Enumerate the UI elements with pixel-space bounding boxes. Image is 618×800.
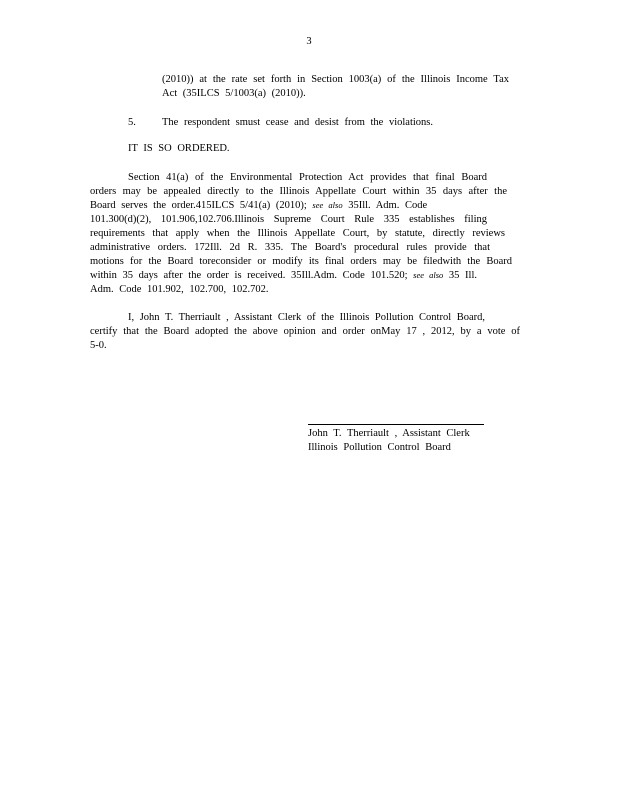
appeal-line: requirements that apply when the Illinois Appellate Court, by statute, directly reviews: [90, 228, 505, 239]
signatory-name: John T. Therriault , Assistant Clerk: [308, 428, 470, 439]
paragraph-continuation-line-2: Act (35ILCS 5/1003(a) (2010)).: [162, 88, 306, 99]
so-ordered: IT IS SO ORDERED.: [128, 143, 230, 154]
appeal-line: [90, 199, 427, 212]
appeal-line: administrative orders. 172Ill. 2d R. 335. The Board's procedural rules provide that: [90, 242, 490, 253]
appeal-citation-signal: see also: [312, 200, 343, 210]
signature-line: [308, 424, 484, 425]
appeal-line: 101.300(d)(2), 101.906,102.706.Illinois Supreme Court Rule 335 establishes filing: [90, 214, 487, 225]
certification-line: certify that the Board adopted the above opinion and order onMay 17 , 2012, by a vote of: [90, 326, 520, 337]
appeal-citation-signal: see also: [413, 270, 444, 280]
certification-line: I, John T. Therriault , Assistant Clerk of the Illinois Pollution Control Board,: [128, 312, 485, 323]
appeal-line: orders may be appealed directly to the Illinois Appellate Court within 35 days after the: [90, 186, 507, 197]
page-number: 3: [306, 36, 312, 47]
appeal-text: 35Ill. Adm. Code: [348, 200, 428, 211]
certification-line: 5-0.: [90, 340, 107, 351]
paragraph-continuation-line-1: (2010)) at the rate set forth in Section 1003(a) of the Illinois Income Tax: [162, 74, 509, 85]
item-5-text: The respondent smust cease and desist from the violations.: [162, 117, 433, 128]
appeal-line: Section 41(a) of the Environmental Protection Act provides that final Board: [128, 172, 487, 183]
appeal-text: 35 Ill.: [448, 270, 478, 281]
appeal-line: Adm. Code 101.902, 102.700, 102.702.: [90, 284, 269, 295]
signatory-organization: Illinois Pollution Control Board: [308, 442, 451, 453]
appeal-text: within 35 days after the order is received. 35Ill.Adm. Code 101.520;: [90, 270, 408, 281]
item-5-number: 5.: [128, 117, 136, 128]
appeal-line: [90, 269, 477, 282]
appeal-text: Board serves the order.415ILCS 5/41(a) (2010);: [90, 200, 307, 211]
appeal-line: motions for the Board toreconsider or modify its final orders may be filedwith the Board: [90, 256, 512, 267]
